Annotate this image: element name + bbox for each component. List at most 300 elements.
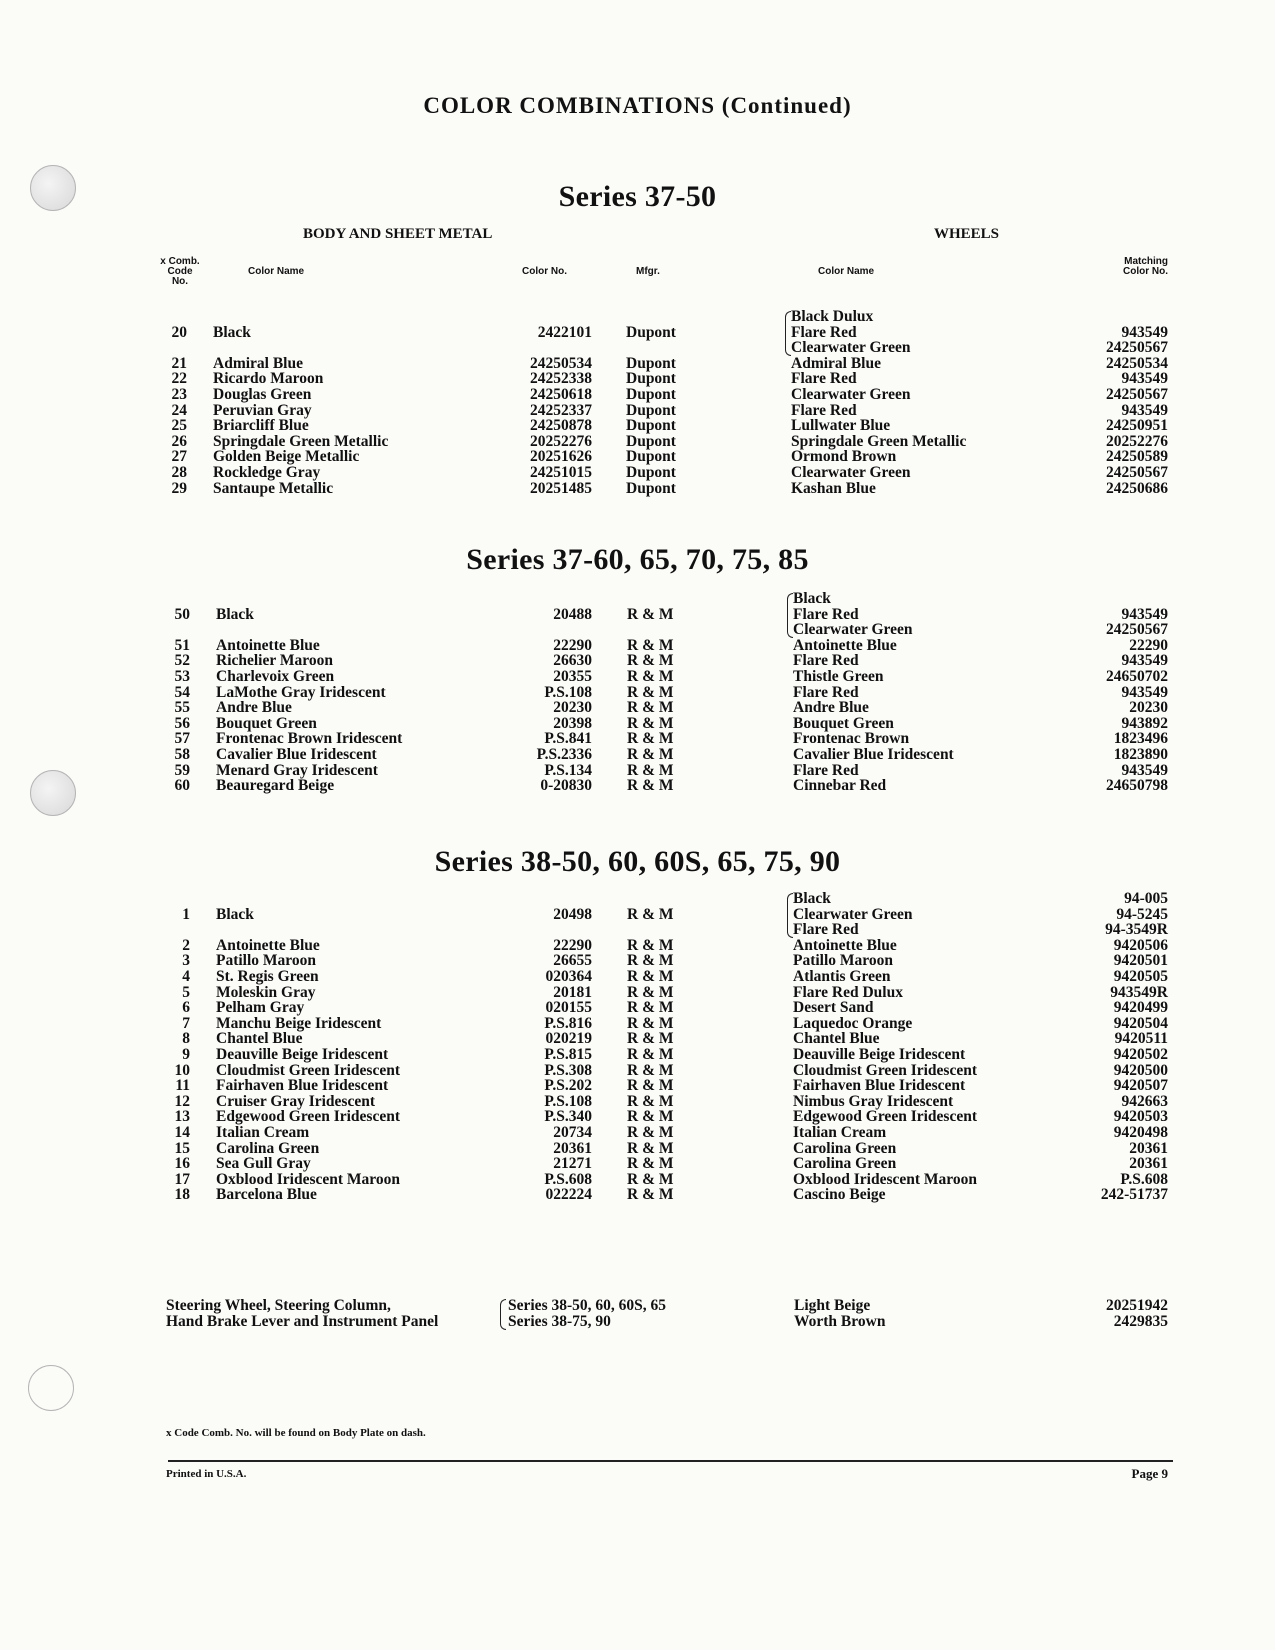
wheel-color-name: Carolina Green <box>793 1139 897 1157</box>
wheel-color-name: Clearwater Green <box>793 905 913 923</box>
matching-color-no: 943549 <box>1121 370 1168 388</box>
body-color-name: Cavalier Blue Iridescent <box>216 746 377 763</box>
comb-code: 18 <box>174 1186 190 1204</box>
body-color-no: 24252337 <box>530 401 592 419</box>
manufacturer: R & M <box>627 1030 674 1048</box>
printed-in-usa: Printed in U.S.A. <box>166 1468 247 1480</box>
comb-code: 21 <box>171 354 187 372</box>
manufacturer: R & M <box>627 683 674 701</box>
comb-code: 22 <box>171 370 187 388</box>
body-color-name: Carolina Green <box>216 1139 320 1157</box>
body-sheet-metal-heading: BODY AND SHEET METAL <box>303 226 493 242</box>
matching-color-no: P.S.608 <box>1120 1170 1168 1188</box>
wheel-color-name: Cavalier Blue Iridescent <box>793 746 954 763</box>
wheel-row <box>0 922 1275 938</box>
matching-color-no: 9420504 <box>1113 1014 1168 1032</box>
body-color-name: Ricardo Maroon <box>213 370 324 388</box>
wheel-row <box>0 1172 1275 1188</box>
wheel-row <box>0 607 1275 623</box>
wheel-row <box>0 481 1275 497</box>
comb-code: 24 <box>171 401 187 419</box>
matching-color-no: 24250589 <box>1106 448 1168 466</box>
steering-series-2: Series 38-75, 90 <box>508 1313 611 1330</box>
wheel-color-name: Clearwater Green <box>793 621 913 639</box>
wheel-color-name: Thistle Green <box>793 668 884 685</box>
page-number: Page 9 <box>1131 1466 1168 1481</box>
body-color-name: Italian Cream <box>216 1124 310 1141</box>
manufacturer: R & M <box>627 730 674 748</box>
body-color-name: Peruvian Gray <box>213 401 312 419</box>
wheel-row <box>0 591 1275 607</box>
steering-color-1: Light Beige <box>794 1297 871 1314</box>
wheel-color-name: Desert Sand <box>793 999 874 1017</box>
body-color-no: 26655 <box>553 952 592 970</box>
body-color-name: Barcelona Blue <box>216 1186 317 1204</box>
wheel-color-name: Antoinette Blue <box>793 636 897 654</box>
comb-code: 12 <box>174 1092 190 1110</box>
wheel-color-name: Patillo Maroon <box>793 952 894 970</box>
wheel-row <box>0 969 1275 985</box>
body-color-name: Springdale Green Metallic <box>213 432 389 450</box>
wheel-row <box>0 1078 1275 1094</box>
matching-color-no-header: Matching Color No. <box>1123 256 1168 277</box>
comb-code: 16 <box>174 1155 190 1173</box>
wheel-row <box>0 985 1275 1001</box>
matching-color-no: 24250567 <box>1106 339 1168 357</box>
wheel-row <box>0 1063 1275 1079</box>
matching-color-no: 9420501 <box>1113 952 1168 970</box>
body-color-no: 22290 <box>553 936 592 954</box>
wheel-row <box>0 716 1275 732</box>
manufacturer: R & M <box>627 1077 674 1095</box>
body-color-name: Santaupe Metallic <box>213 479 334 497</box>
comb-code: 23 <box>171 386 187 403</box>
wheel-row <box>0 907 1275 923</box>
manufacturer: R & M <box>627 746 674 763</box>
wheel-row <box>0 1141 1275 1157</box>
wheel-color-name: Cinnebar Red <box>793 777 887 795</box>
manufacturer: Dupont <box>626 448 676 466</box>
body-color-name: Sea Gull Gray <box>216 1155 311 1173</box>
matching-color-no: 943549R <box>1110 983 1168 1001</box>
manufacturer: R & M <box>627 905 674 923</box>
wheel-color-name: Black Dulux <box>791 308 874 325</box>
steering-no-2: 2429835 <box>1113 1313 1168 1330</box>
matching-color-no: 1823890 <box>1113 746 1168 763</box>
color-name-header: Color Name <box>248 266 305 277</box>
wheel-row <box>0 638 1275 654</box>
matching-color-no: 24650798 <box>1106 777 1168 795</box>
wheel-color-name: Flare Red <box>793 761 859 779</box>
comb-code: 60 <box>174 777 190 795</box>
matching-color-no: 94-005 <box>1124 890 1168 907</box>
series-title: Series 38-50, 60, 60S, 65, 75, 90 <box>434 845 841 878</box>
wheel-row <box>0 778 1275 794</box>
body-color-name: Menard Gray Iridescent <box>216 761 378 779</box>
body-color-no: P.S.202 <box>544 1077 592 1095</box>
manufacturer: R & M <box>627 652 674 670</box>
manufacturer: R & M <box>627 1170 674 1188</box>
wheel-color-name: Black <box>793 890 831 907</box>
body-color-name: Pelham Gray <box>216 999 305 1017</box>
body-color-name: Black <box>216 605 254 623</box>
manufacturer: R & M <box>627 1061 674 1079</box>
wheel-color-name: Flare Red <box>793 683 859 701</box>
wheel-color-name: Chantel Blue <box>793 1030 880 1048</box>
wheel-row <box>0 938 1275 954</box>
wheel-color-name: Flare Red <box>791 323 857 341</box>
page-title: COLOR COMBINATIONS (Continued) <box>423 93 852 118</box>
wheel-color-name: Clearwater Green <box>791 464 911 481</box>
matching-color-no: 20230 <box>1129 699 1168 717</box>
wheel-color-name: Flare Red <box>791 370 857 388</box>
body-color-no: P.S.134 <box>544 761 592 779</box>
wheel-row <box>0 1125 1275 1141</box>
wheel-row <box>0 1109 1275 1125</box>
wheel-row <box>0 1187 1275 1203</box>
wheel-row <box>0 1156 1275 1172</box>
manufacturer: Dupont <box>626 386 676 403</box>
body-color-no: 20252276 <box>530 432 592 450</box>
wheel-color-name: Flare Red <box>793 652 859 670</box>
matching-color-no: 24250534 <box>1106 354 1168 372</box>
manufacturer: R & M <box>627 777 674 795</box>
manufacturer: R & M <box>627 714 674 732</box>
manufacturer: R & M <box>627 1108 674 1126</box>
body-color-no: 20251626 <box>530 448 592 466</box>
comb-code: 27 <box>171 448 187 466</box>
matching-color-no: 9420506 <box>1113 936 1168 954</box>
wheel-color-name-header: Color Name <box>818 266 875 277</box>
footnote: x Code Comb. No. will be found on Body Plate on dash. <box>166 1427 426 1439</box>
wheel-row <box>0 685 1275 701</box>
steering-label-line1: Steering Wheel, Steering Column, <box>166 1297 391 1314</box>
wheel-row <box>0 747 1275 763</box>
body-color-no: P.S.816 <box>544 1014 592 1032</box>
manufacturer: Dupont <box>626 354 676 372</box>
body-color-no: 20355 <box>553 668 592 685</box>
manufacturer: R & M <box>627 1139 674 1157</box>
punch-hole-bottom <box>28 1365 74 1411</box>
wheel-row <box>0 700 1275 716</box>
wheel-color-name: Frontenac Brown <box>793 730 910 748</box>
manufacturer: R & M <box>627 668 674 685</box>
wheel-color-name: Antoinette Blue <box>793 936 897 954</box>
wheel-color-name: Fairhaven Blue Iridescent <box>793 1077 966 1095</box>
manufacturer: R & M <box>627 968 674 985</box>
body-color-name: Chantel Blue <box>216 1030 303 1048</box>
body-color-name: Patillo Maroon <box>216 952 317 970</box>
comb-code: 10 <box>174 1061 190 1079</box>
body-color-no: 24250534 <box>530 354 592 372</box>
body-color-no: 20398 <box>553 714 592 732</box>
manufacturer: R & M <box>627 761 674 779</box>
body-color-name: Antoinette Blue <box>216 636 320 654</box>
mfgr-header: Mfgr. <box>636 266 660 277</box>
manufacturer: R & M <box>627 936 674 954</box>
wheel-row <box>0 418 1275 434</box>
manufacturer: Dupont <box>626 417 676 435</box>
matching-color-no: 942663 <box>1121 1092 1168 1110</box>
wheel-row <box>0 309 1275 325</box>
body-color-name: Andre Blue <box>216 699 292 717</box>
comb-code: 14 <box>174 1124 190 1141</box>
wheel-color-name: Edgewood Green Iridescent <box>793 1108 977 1126</box>
wheel-row <box>0 1031 1275 1047</box>
comb-code: 9 <box>182 1046 190 1063</box>
body-color-no: 020219 <box>545 1030 592 1048</box>
comb-code: 28 <box>171 464 187 481</box>
body-color-name: Frontenac Brown Iridescent <box>216 730 403 748</box>
body-color-name: Douglas Green <box>213 386 312 403</box>
comb-code: 13 <box>174 1108 190 1126</box>
body-color-no: P.S.841 <box>544 730 592 748</box>
wheel-color-name: Clearwater Green <box>791 386 911 403</box>
body-color-no: 24251015 <box>530 464 592 481</box>
wheel-row <box>0 371 1275 387</box>
manufacturer: R & M <box>627 636 674 654</box>
body-color-no: 20230 <box>553 699 592 717</box>
comb-code: 11 <box>175 1077 190 1095</box>
body-color-name: Manchu Beige Iridescent <box>216 1014 382 1032</box>
body-color-name: Deauville Beige Iridescent <box>216 1046 389 1063</box>
manufacturer: R & M <box>627 1014 674 1032</box>
wheel-color-name: Admiral Blue <box>791 354 881 372</box>
body-color-no: P.S.108 <box>544 1092 592 1110</box>
wheel-row <box>0 953 1275 969</box>
matching-color-no: 24250686 <box>1106 479 1168 497</box>
comb-code: 17 <box>174 1170 190 1188</box>
wheel-row <box>0 434 1275 450</box>
body-color-name: Fairhaven Blue Iridescent <box>216 1077 389 1095</box>
wheel-color-name: Lullwater Blue <box>791 417 891 435</box>
body-color-name: St. Regis Green <box>216 968 319 985</box>
wheel-row <box>0 669 1275 685</box>
body-color-name: Cloudmist Green Iridescent <box>216 1061 400 1079</box>
body-color-no: 20734 <box>553 1124 592 1141</box>
matching-color-no: 242-51737 <box>1100 1186 1168 1204</box>
body-color-no: 20181 <box>553 983 592 1001</box>
manufacturer: R & M <box>627 699 674 717</box>
matching-color-no: 943549 <box>1121 401 1168 419</box>
body-color-no: 22290 <box>553 636 592 654</box>
wheel-color-name: Atlantis Green <box>793 968 891 985</box>
manufacturer: R & M <box>627 1124 674 1141</box>
matching-color-no: 9420511 <box>1114 1030 1168 1048</box>
wheel-color-name: Deauville Beige Iridescent <box>793 1046 966 1063</box>
matching-color-no: 943549 <box>1121 323 1168 341</box>
wheel-row <box>0 1047 1275 1063</box>
comb-code: 56 <box>174 714 190 732</box>
steering-color-2: Worth Brown <box>794 1313 886 1330</box>
body-color-name: Admiral Blue <box>213 354 303 372</box>
wheel-color-name: Clearwater Green <box>791 339 911 357</box>
body-color-no: 20498 <box>553 905 592 923</box>
body-color-no: P.S.2336 <box>536 746 592 763</box>
wheel-row <box>0 325 1275 341</box>
manufacturer: Dupont <box>626 432 676 450</box>
body-color-no: 022224 <box>545 1186 592 1204</box>
wheel-row <box>0 763 1275 779</box>
wheel-color-name: Flare Red <box>791 401 857 419</box>
wheel-color-name: Carolina Green <box>793 1155 897 1173</box>
comb-code: 57 <box>174 730 190 748</box>
footer-rule <box>168 1460 1173 1462</box>
wheel-color-name: Ormond Brown <box>791 448 897 466</box>
wheel-color-name: Flare Red <box>793 921 859 939</box>
wheel-row <box>0 465 1275 481</box>
body-color-no: 24250878 <box>530 417 592 435</box>
color-no-header: Color No. <box>522 266 567 277</box>
matching-color-no: 20361 <box>1129 1155 1168 1173</box>
comb-code: 8 <box>182 1030 190 1048</box>
comb-code: 4 <box>182 968 190 985</box>
comb-code: 55 <box>174 699 190 717</box>
matching-color-no: 24250567 <box>1106 621 1168 639</box>
series-title: Series 37-50 <box>558 180 717 213</box>
comb-code: 59 <box>174 761 190 779</box>
wheel-color-name: Flare Red Dulux <box>793 983 903 1001</box>
wheel-color-name: Andre Blue <box>793 699 869 717</box>
comb-code: 53 <box>174 668 190 685</box>
comb-code: 7 <box>182 1014 190 1032</box>
wheel-color-name: Cascino Beige <box>793 1186 886 1204</box>
steering-no-1: 20251942 <box>1106 1297 1168 1314</box>
wheel-options-brace <box>785 311 791 356</box>
manufacturer: Dupont <box>626 464 676 481</box>
body-color-no: 24252338 <box>530 370 592 388</box>
comb-code: 2 <box>182 936 190 954</box>
manufacturer: R & M <box>627 1155 674 1173</box>
matching-color-no: 943892 <box>1121 714 1168 732</box>
body-color-name: Black <box>213 323 251 341</box>
manufacturer: Dupont <box>626 401 676 419</box>
wheel-row <box>0 731 1275 747</box>
wheel-color-name: Bouquet Green <box>793 714 894 732</box>
manufacturer: R & M <box>627 605 674 623</box>
comb-code: 3 <box>182 952 190 970</box>
body-color-name: Charlevoix Green <box>216 668 335 685</box>
comb-code: 1 <box>182 905 190 923</box>
comb-code: 6 <box>182 999 190 1017</box>
wheel-row <box>0 387 1275 403</box>
comb-code: 26 <box>171 432 187 450</box>
wheel-color-name: Italian Cream <box>793 1124 887 1141</box>
matching-color-no: 24250951 <box>1106 417 1168 435</box>
wheel-row <box>0 356 1275 372</box>
body-color-no: P.S.608 <box>544 1170 592 1188</box>
wheel-color-name: Laquedoc Orange <box>793 1014 913 1032</box>
body-color-no: 0-20830 <box>540 777 592 795</box>
matching-color-no: 9420507 <box>1113 1077 1168 1095</box>
matching-color-no: 9420498 <box>1113 1124 1168 1141</box>
comb-code: 54 <box>174 683 190 701</box>
body-color-no: 26630 <box>553 652 592 670</box>
matching-color-no: 9420505 <box>1113 968 1168 985</box>
body-color-name: LaMothe Gray Iridescent <box>216 683 386 701</box>
wheel-row <box>0 891 1275 907</box>
steering-series-1: Series 38-50, 60, 60S, 65 <box>508 1297 667 1314</box>
matching-color-no: 24650702 <box>1106 668 1168 685</box>
matching-color-no: 20252276 <box>1106 432 1168 450</box>
matching-color-no: 9420499 <box>1113 999 1168 1017</box>
wheel-color-name: Flare Red <box>793 605 859 623</box>
wheel-row <box>0 340 1275 356</box>
comb-code: 20 <box>171 323 187 341</box>
wheel-row <box>0 1000 1275 1016</box>
wheel-row <box>0 1016 1275 1032</box>
body-color-no: P.S.815 <box>544 1046 592 1063</box>
matching-color-no: 22290 <box>1129 636 1168 654</box>
body-color-no: 20251485 <box>530 479 592 497</box>
body-color-name: Beauregard Beige <box>216 777 335 795</box>
body-color-no: 020155 <box>545 999 592 1017</box>
body-color-no: P.S.108 <box>544 683 592 701</box>
wheel-row <box>0 1094 1275 1110</box>
manufacturer: R & M <box>627 952 674 970</box>
comb-code: 15 <box>174 1139 190 1157</box>
body-color-name: Black <box>216 905 254 923</box>
body-color-name: Rockledge Gray <box>213 464 321 481</box>
matching-color-no: 1823496 <box>1113 730 1168 748</box>
matching-color-no: 94-3549R <box>1105 921 1168 939</box>
body-color-name: Cruiser Gray Iridescent <box>216 1092 375 1110</box>
wheel-row <box>0 653 1275 669</box>
matching-color-no: 20361 <box>1129 1139 1168 1157</box>
body-color-name: Richelier Maroon <box>216 652 333 670</box>
wheel-color-name: Kashan Blue <box>791 479 876 497</box>
manufacturer: R & M <box>627 1092 674 1110</box>
body-color-no: P.S.340 <box>544 1108 592 1126</box>
body-color-name: Briarcliff Blue <box>213 417 309 435</box>
comb-code-header: x Comb. Code No. <box>160 256 200 287</box>
wheel-row <box>0 449 1275 465</box>
manufacturer: Dupont <box>626 479 676 497</box>
body-color-no: 24250618 <box>530 386 592 403</box>
wheel-color-name: Nimbus Gray Iridescent <box>793 1092 954 1110</box>
comb-code: 51 <box>174 636 190 654</box>
matching-color-no: 943549 <box>1121 605 1168 623</box>
wheel-row <box>0 403 1275 419</box>
manufacturer: R & M <box>627 1046 674 1063</box>
matching-color-no: 24250567 <box>1106 464 1168 481</box>
body-color-no: 20361 <box>553 1139 592 1157</box>
body-color-name: Oxblood Iridescent Maroon <box>216 1170 400 1188</box>
comb-code: 5 <box>182 983 190 1001</box>
matching-color-no: 943549 <box>1121 683 1168 701</box>
body-color-name: Bouquet Green <box>216 714 317 732</box>
wheel-options-brace <box>787 593 793 638</box>
comb-code: 25 <box>171 417 187 435</box>
wheel-color-name: Black <box>793 590 831 607</box>
wheel-color-name: Oxblood Iridescent Maroon <box>793 1170 977 1188</box>
wheels-heading: WHEELS <box>934 226 1000 242</box>
series-title: Series 37-60, 65, 70, 75, 85 <box>466 543 809 576</box>
body-color-name: Moleskin Gray <box>216 983 316 1001</box>
body-color-no: 20488 <box>553 605 592 623</box>
matching-color-no: 943549 <box>1121 652 1168 670</box>
manufacturer: Dupont <box>626 370 676 388</box>
matching-color-no: 9420500 <box>1113 1061 1168 1079</box>
comb-code: 52 <box>174 652 190 670</box>
manufacturer: R & M <box>627 1186 674 1204</box>
steering-brace <box>500 1299 506 1330</box>
comb-code: 58 <box>174 746 190 763</box>
wheel-color-name: Springdale Green Metallic <box>791 432 967 450</box>
wheel-color-name: Cloudmist Green Iridescent <box>793 1061 977 1079</box>
body-color-name: Edgewood Green Iridescent <box>216 1108 400 1126</box>
matching-color-no: 9420503 <box>1113 1108 1168 1126</box>
